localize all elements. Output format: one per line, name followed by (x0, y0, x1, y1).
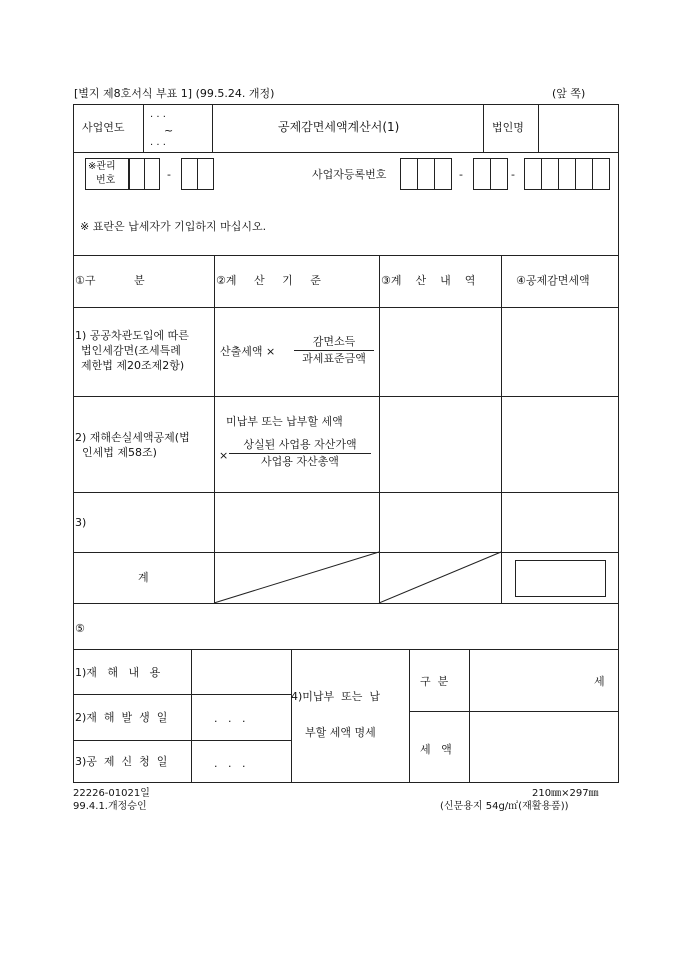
section5-label: ⑤ (75, 622, 85, 635)
reg-dash: - (459, 168, 463, 181)
row1-numerator: 감면소득 (294, 335, 374, 351)
total-label: 계 (138, 571, 149, 584)
row2-denominator: 사업용 자산총액 (261, 454, 339, 468)
divider (191, 649, 192, 783)
row1-formula-prefix: 산출세액 × (220, 345, 276, 358)
form-title: [별지 제8호서식 부표 1] (99.5.24. 개정) (74, 87, 275, 100)
header-deduction-amount: ④공제감면세액 (516, 274, 590, 287)
management-label-line1: ※관리 (88, 161, 116, 172)
divider (469, 649, 470, 783)
document-title: 공제감면세액계산서(1) (278, 120, 400, 134)
divider (409, 711, 619, 712)
footer-code: 22226-01021일 (73, 788, 150, 799)
divider (291, 649, 292, 783)
apply-date-value[interactable]: . . . (214, 757, 246, 770)
divider (73, 694, 291, 695)
header-calc-basis: ②계 산 기 준 (216, 274, 321, 287)
divider (73, 649, 619, 650)
footer-paper-spec: (신문용지 54g/㎡(재활용품)) (440, 801, 569, 812)
category-label: 구 분 (420, 675, 449, 688)
diagonal-line (214, 552, 379, 603)
divider (409, 649, 410, 783)
row1-label-line3: 제한법 제20조제2항) (81, 359, 185, 372)
disaster-content-label: 1)재 해 내 용 (75, 666, 161, 679)
disaster-date-label: 2)재 해 발 생 일 (75, 711, 168, 724)
unpaid-tax-label-line1: 4)미납부 또는 납 (291, 690, 381, 703)
total-amount-box[interactable] (515, 560, 606, 597)
row2-times: × (219, 449, 229, 462)
tax-item-label: 세 (594, 675, 605, 688)
row1-denominator: 과세표준금액 (302, 351, 366, 365)
reg-dash: - (511, 168, 515, 181)
row2-numerator: 상실된 사업용 자산가액 (229, 438, 371, 454)
page-side: (앞 쪽) (552, 87, 586, 100)
date-dots-bottom: . . . (150, 137, 166, 148)
row1-label-line2: 법인세감면(조세특례 (81, 344, 181, 357)
corp-name-label: 법인명 (492, 121, 524, 134)
apply-date-label: 3)공 제 신 청 일 (75, 755, 168, 768)
row3-label: 3) (75, 516, 87, 529)
date-tilde: ~ (164, 124, 174, 137)
header-calc-detail: ③계 산 내 역 (381, 274, 476, 287)
notice-text: ※ 표란은 납세자가 기입하지 마십시오. (80, 220, 267, 233)
header-category: ①구 분 (75, 274, 145, 287)
divider (73, 740, 291, 741)
biz-reg-label: 사업자등록번호 (312, 168, 387, 181)
footer-approval: 99.4.1.개정승인 (73, 801, 147, 812)
unpaid-tax-label-line2: 부할 세액 명세 (305, 726, 376, 739)
row2-formula-top: 미납부 또는 납부할 세액 (226, 415, 343, 428)
diagonal-line (379, 552, 501, 603)
management-dash: - (167, 168, 171, 181)
row2-label-line2: 인세법 제58조) (82, 446, 157, 459)
disaster-date-value[interactable]: . . . (214, 712, 246, 725)
business-year-label: 사업연도 (82, 121, 125, 134)
date-dots-top: . . . (150, 109, 166, 120)
row2-label-line1: 2) 재해손실세액공제(법 (75, 431, 190, 444)
management-label-line2: 번호 (96, 175, 116, 186)
amount-label: 세 액 (420, 743, 452, 756)
footer-paper-size: 210㎜×297㎜ (532, 788, 599, 799)
row1-label-line1: 1) 공공차관도입에 따른 (75, 329, 189, 342)
